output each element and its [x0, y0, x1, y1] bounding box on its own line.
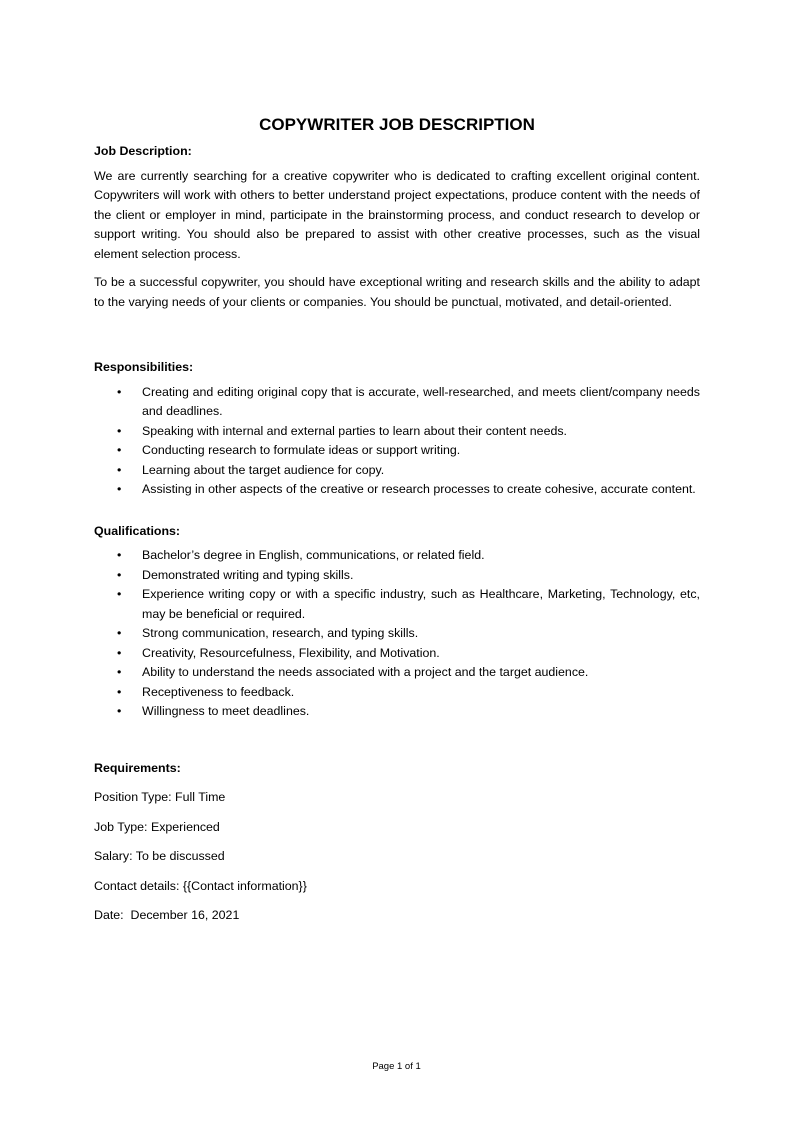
job-type: Job Type: Experienced [94, 819, 220, 834]
job-description-paragraph: We are currently searching for a creative copywriter who is dedicated to crafting excellent original content. Copywriters will work with others to better understand project expectations, produce content with the needs of the client or employer in mind, participate in the brainstorming process, and conduct research to develop or support writing. You should also be prepared to assist with other creative processes, such as the visual element selection process. [94, 168, 700, 261]
list-item: • Bachelor’s degree in English, communications, or related field. [94, 546, 700, 566]
contact-details: Contact details: {{Contact information}} [94, 878, 307, 893]
document-body [94, 114, 700, 936]
list-item: • Assisting in other aspects of the creative or research processes to create cohesive, accurate content. [94, 480, 700, 500]
bullet-icon: • [117, 704, 122, 718]
list-item: • Receptiveness to feedback. [94, 683, 700, 703]
bullet-icon: • [117, 626, 122, 640]
list-item: • Learning about the target audience for copy. [94, 461, 700, 481]
bullet-icon: • [117, 665, 122, 679]
list-item: • Creating and editing original copy that is accurate, well-researched, and meets client/company needs and deadlines. [117, 384, 700, 418]
list-item: • Demonstrated writing and typing skills. [94, 566, 700, 586]
bullet-icon: • [117, 423, 122, 438]
list-item: • Willingness to meet deadlines. [94, 702, 700, 722]
responsibilities-section [94, 358, 700, 500]
list-item: • Ability to understand the needs associated with a project and the target audience. [94, 663, 700, 683]
date: Date: December 16, 2021 [94, 908, 240, 922]
qualifications-list [94, 546, 700, 722]
job-description-heading: Job Description: [94, 144, 192, 158]
position-type: Position Type: Full Time [94, 790, 226, 804]
job-description-paragraph: To be a successful copywriter, you should have exceptional writing and research skills and the ability to adapt to the varying needs of your clients or companies. You should be punctual, motivated, and detail-oriented. [94, 275, 700, 309]
bullet-icon: • [117, 567, 122, 582]
responsibilities-list [94, 383, 700, 500]
bullet-icon: • [117, 587, 122, 601]
responsibilities-heading: Responsibilities: [94, 360, 194, 374]
list-item: • Strong communication, research, and typing skills. [94, 624, 700, 644]
requirements-heading: Requirements: [94, 760, 181, 775]
qualifications-heading: Qualifications: [94, 523, 181, 538]
list-item: • Creativity, Resourcefulness, Flexibility, and Motivation. [94, 644, 700, 664]
list-item: • Experience writing copy or with a specific industry, such as Healthcare, Marketing, Technology, etc, may be beneficial or required. [117, 587, 700, 621]
bullet-icon: • [117, 645, 122, 660]
bullet-icon: • [117, 443, 122, 457]
requirements-section [94, 759, 700, 926]
list-item: • Speaking with internal and external parties to learn about their content needs. [94, 422, 700, 442]
list-item: • Conducting research to formulate ideas or support writing. [94, 441, 700, 461]
bullet-icon: • [117, 384, 122, 399]
page-number-footer: Page 1 of 1 [372, 1061, 421, 1072]
bullet-icon: • [117, 684, 122, 699]
job-description-section [94, 142, 700, 312]
qualifications-section [94, 522, 700, 722]
bullet-icon: • [117, 548, 122, 562]
salary: Salary: To be discussed [94, 849, 225, 863]
bullet-icon: • [117, 482, 122, 496]
document-title: COPYWRITER JOB DESCRIPTION [259, 115, 535, 134]
bullet-icon: • [117, 462, 122, 477]
